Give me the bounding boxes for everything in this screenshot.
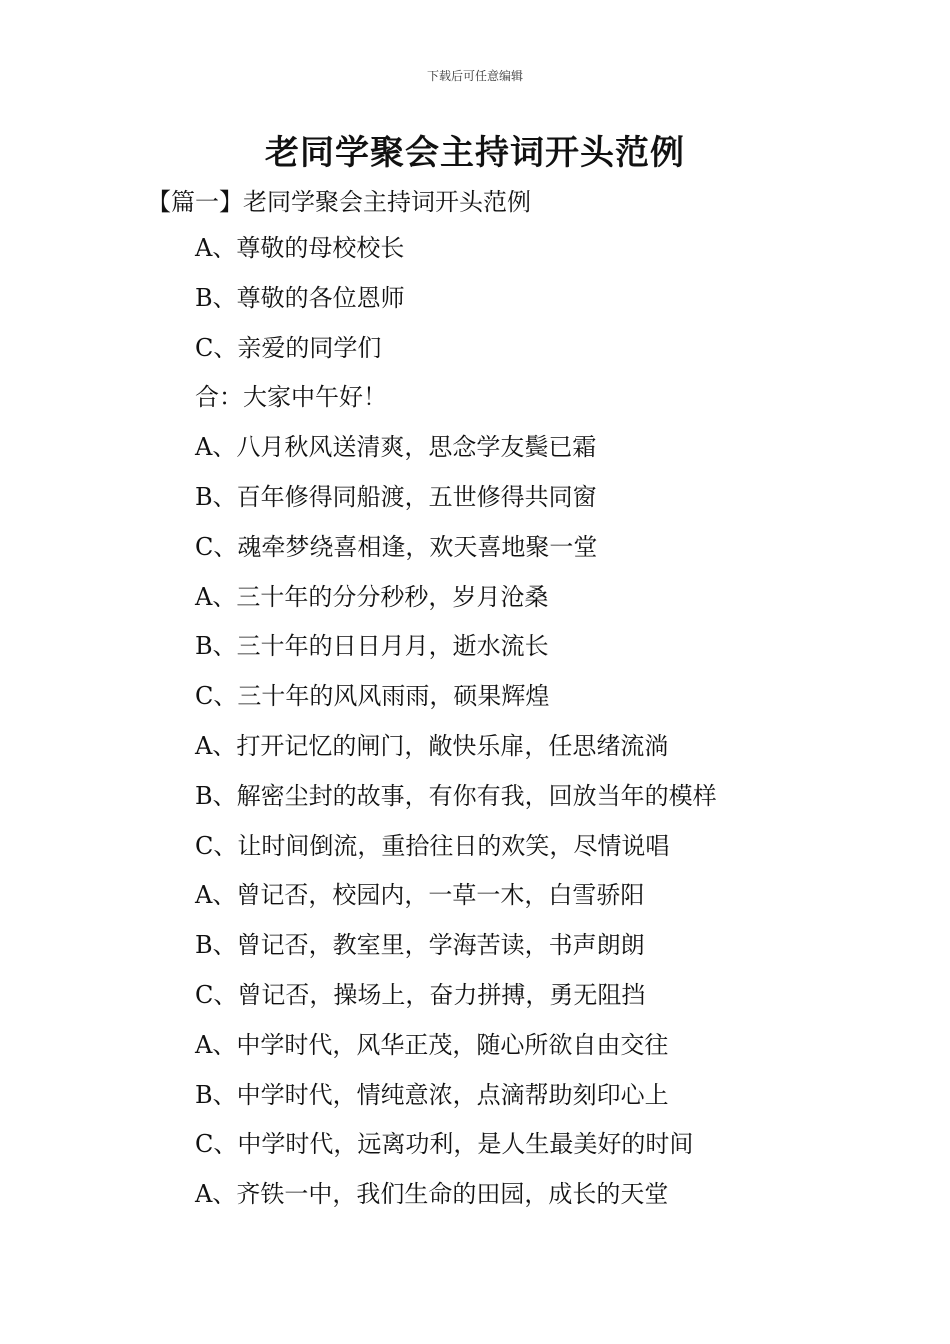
script-line: A、打开记忆的闸门，敞快乐扉，任思绪流淌	[195, 731, 669, 760]
script-line: A、齐铁一中，我们生命的田园，成长的天堂	[195, 1180, 669, 1209]
section-heading: 【篇一】老同学聚会主持词开头范例	[147, 188, 531, 216]
script-line: A、八月秋风送清爽，思念学友鬓已霜	[195, 433, 597, 462]
script-line: C、亲爱的同学们	[195, 333, 382, 362]
script-line: A、三十年的分分秒秒，岁月沧桑	[195, 582, 549, 611]
script-line: C、三十年的风风雨雨，硕果辉煌	[195, 682, 550, 711]
script-line: B、三十年的日日月月，逝水流长	[195, 632, 549, 661]
script-line: A、曾记否，校园内，一草一木，白雪骄阳	[195, 881, 645, 910]
script-line: C、中学时代，远离功利，是人生最美好的时间	[195, 1130, 694, 1159]
script-line: B、解密尘封的故事，有你有我，回放当年的模样	[195, 781, 717, 810]
script-line: A、中学时代，风华正茂，随心所欲自由交往	[195, 1030, 669, 1059]
script-line: B、百年修得同船渡，五世修得共同窗	[195, 482, 597, 511]
document-title: 老同学聚会主持词开头范例	[265, 133, 685, 173]
script-line: A、尊敬的母校校长	[195, 234, 405, 262]
script-line: C、曾记否，操场上，奋力拼搏，勇无阻挡	[195, 980, 646, 1009]
script-line: 合：大家中午好！	[195, 383, 387, 412]
script-lines	[195, 228, 717, 1224]
script-line: B、曾记否，教室里，学海苦读，书声朗朗	[195, 931, 645, 960]
script-line: C、魂牵梦绕喜相逢，欢天喜地聚一堂	[195, 532, 598, 561]
header-note: 下载后可任意编辑	[426, 69, 523, 83]
script-line: B、中学时代，情纯意浓，点滴帮助刻印心上	[195, 1080, 669, 1109]
script-line: C、让时间倒流，重拾往日的欢笑，尽情说唱	[195, 831, 670, 860]
script-line: B、尊敬的各位恩师	[195, 283, 405, 312]
